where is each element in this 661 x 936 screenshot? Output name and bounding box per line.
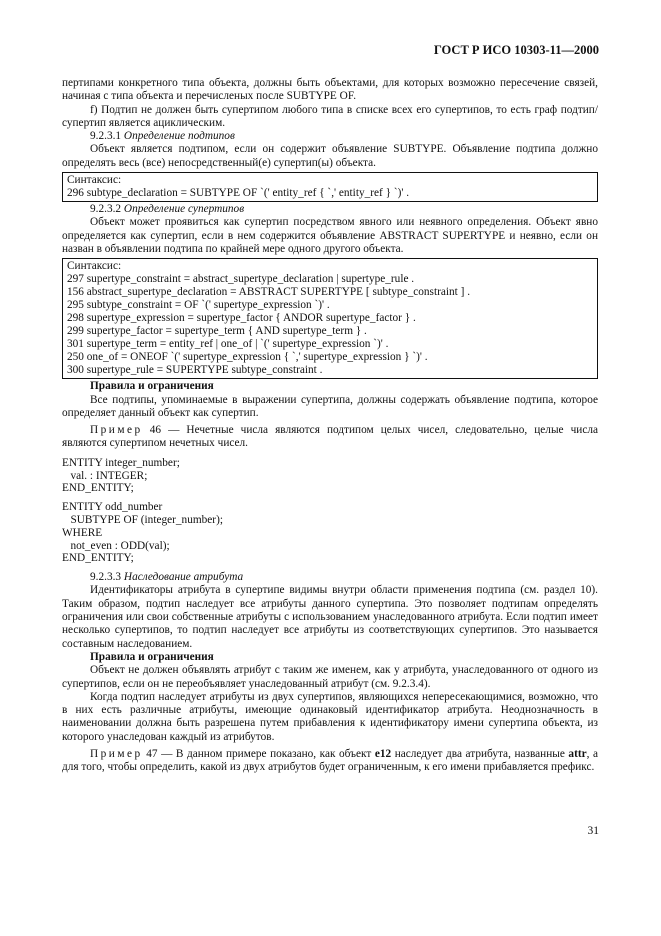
syntax-line: 156 abstract_supertype_declaration = ABSTRACT SUPERTYPE [ subtype_constraint ] . <box>67 286 471 299</box>
section-title: Определение подтипов <box>123 130 235 143</box>
section-number: 9.2.3.1 <box>90 130 122 143</box>
code-line: ENTITY odd_number <box>62 501 163 514</box>
section-number: 9.2.3.3 <box>90 571 122 584</box>
code-block-1 <box>62 457 598 495</box>
section-number: 9.2.3.2 <box>90 203 122 216</box>
document-header: ГОСТ Р ИСО 10303-11—2000 <box>433 43 599 57</box>
code-line: END_ENTITY; <box>62 482 134 495</box>
paragraph: Объект является подтипом, если он содержит объявление SUBTYPE. Объявление подтипа должно определять весь (все) непосредственный(е) супертип(ы) объекта. <box>62 143 598 169</box>
section-heading-9-2-3-2 <box>62 203 598 216</box>
example-label: Пример <box>90 424 143 437</box>
example-text: , а для того, чтобы определить, какой из двух атрибутов будет ограниченным, к его имени прибавляется префикс. <box>62 747 598 774</box>
entity-name: e12 <box>374 747 392 760</box>
attribute-name: attr <box>568 747 587 760</box>
example-47 <box>62 748 598 775</box>
code-line: SUBTYPE OF (integer_number); <box>62 513 223 526</box>
code-line: ENTITY integer_number; <box>62 456 180 469</box>
code-line: WHERE <box>62 526 103 539</box>
syntax-line: 301 supertype_term = entity_ref | one_of | `(' supertype_expression `)' . <box>67 338 389 351</box>
paragraph: Объект не должен объявлять атрибут с таким же именем, как у атрибута, унаследованного от одного из супертипов, если он не переобъявляет унаследованный атрибут (см. 9.2.3.4). <box>62 664 598 690</box>
syntax-line: Синтаксис: <box>67 260 122 273</box>
code-line: END_ENTITY; <box>62 552 134 565</box>
paragraph: пертипами конкретного типа объекта, должны быть объектами, для которых возможно пересечение связей, начиная с типа объекта и перечисленых после SUBTYPE OF. <box>62 77 598 103</box>
paragraph: Объект может проявиться как супертип посредством явного или неявного определения. Объект явно определяется как супертип, если в нем содержится объявление ABSTRACT SUPERTYPE и неявно, если он назван в объявлении подтипа по крайней мере одного другого объекта. <box>62 216 598 255</box>
paragraph: Все подтипы, упоминаемые в выражении супертипа, должны содержать объявление подтипа, которое определяет данный объект как супертип. <box>62 393 598 419</box>
section-heading-9-2-3-3 <box>62 571 598 584</box>
syntax-line: 296 subtype_declaration = SUBTYPE OF `(' entity_ref { `,' entity_ref } `)' . <box>67 187 410 200</box>
example-text: 47 — В данном примере показано, как объект <box>142 747 375 760</box>
example-label: Пример <box>90 747 143 760</box>
rules-heading: Правила и ограничения <box>90 380 214 393</box>
syntax-line: 300 supertype_rule = SUPERTYPE subtype_constraint . <box>67 364 323 377</box>
rules-heading: Правила и ограничения <box>90 650 214 663</box>
code-line: not_even : ODD(val); <box>62 539 170 552</box>
paragraph-f: f) Подтип не должен быть супертипом любого типа в списке всех его супертипов, то есть граф подтип/супертип является ациклическим. <box>62 103 598 129</box>
syntax-line: 298 supertype_expression = supertype_factor { ANDOR supertype_factor } . <box>67 312 416 325</box>
syntax-line: 297 supertype_constraint = abstract_supertype_declaration | supertype_rule . <box>67 273 415 286</box>
code-block-2 <box>62 501 598 565</box>
example-46 <box>62 424 598 451</box>
syntax-line: 299 supertype_factor = supertype_term { AND supertype_term } . <box>67 325 367 338</box>
page-body <box>62 77 598 775</box>
syntax-line: 250 one_of = ONEOF `(' supertype_expression { `,' supertype_expression } `)' . <box>67 351 428 364</box>
section-title: Наследование атрибута <box>123 571 244 584</box>
syntax-box <box>62 258 598 379</box>
example-text: 46 — Нечетные числа являются подтипом целых чисел, следовательно, целые числа являются супертипом нечетных чисел. <box>62 424 598 450</box>
syntax-line: 295 subtype_constraint = OF `(' supertype_expression `)' . <box>67 299 330 312</box>
page-number: 31 <box>587 825 599 837</box>
syntax-line: Синтаксис: <box>67 174 122 187</box>
section-heading-9-2-3-1 <box>62 130 598 143</box>
syntax-box <box>62 172 598 202</box>
section-title: Определение супертипов <box>123 203 245 216</box>
paragraph: Идентификаторы атрибута в супертипе видимы внутри области применения подтипа (см. раздел 10). Таким образом, подтип наследует все атрибуты данного супертипа. Это позволяет подтипам определять ограничения или свои собственные атрибуты с использованием унаследованного атрибута. Если подтип имеет несколько супертипов, то подтип наследует все атрибуты из соответствующих супертипов. Это называется составным наследованием. <box>62 584 598 650</box>
paragraph: Когда подтип наследует атрибуты из двух супертипов, являющихся непересекающимися, возможно, что в них есть различные атрибуты, имеющие одинаковый идентификатор атрибута. Неоднозначность в наименовании должна быть разрешена путем прибавления к идентификатору имени супертипа объекта, из которого унаследован каждый из атрибутов. <box>62 690 598 743</box>
code-line: val. : INTEGER; <box>62 469 148 482</box>
example-text: наследует два атрибута, названные <box>391 747 569 760</box>
